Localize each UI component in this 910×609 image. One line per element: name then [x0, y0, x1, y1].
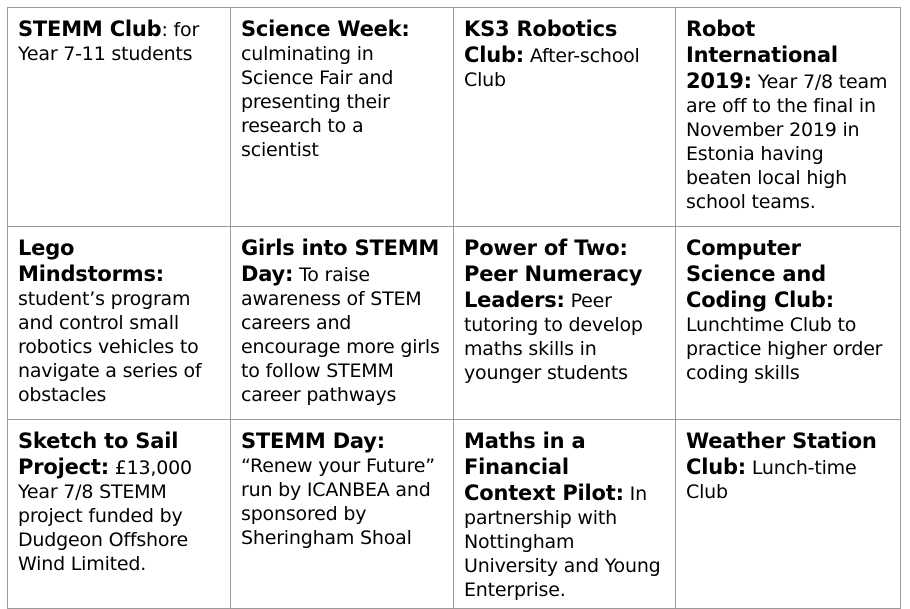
- activities-table: [7, 7, 901, 609]
- cell-body: Lunchtime Club to practice higher order coding skills: [686, 314, 883, 384]
- cell-heading: Lego Mindstorms:: [18, 236, 164, 286]
- cell-weather-station-club: [676, 420, 901, 609]
- cell-heading: Maths in a Financial Context Pilot:: [464, 429, 624, 505]
- cell-body: student’s program and control small robotics vehicles to navigate a series of obstacles: [18, 288, 202, 406]
- cell-heading: Computer Science and Coding Club:: [686, 236, 834, 312]
- cell-body: “Renew your Future” run by ICANBEA and sponsored by Sheringham Shoal: [241, 455, 435, 549]
- cell-power-of-two: [454, 227, 676, 420]
- table-row: [8, 8, 901, 227]
- cell-heading: KS3 Robotics Club:: [464, 17, 618, 67]
- cell-heading: Girls into STEMM Day:: [241, 236, 440, 286]
- cell-girls-into-stemm: [231, 227, 454, 420]
- cell-body: Year 7/8 team are off to the final in November 2019 in Estonia having beaten local high school teams.: [686, 71, 888, 213]
- cell-heading: Sketch to Sail Project:: [18, 429, 179, 479]
- cell-body: Peer tutoring to develop maths skills in younger students: [464, 290, 643, 384]
- cell-stemm-club: [8, 8, 231, 227]
- cell-heading: STEMM Day:: [241, 429, 385, 453]
- cell-computer-science-club: [676, 227, 901, 420]
- cell-body: Lunch-time Club: [686, 457, 857, 503]
- cell-science-week: [231, 8, 454, 227]
- cell-body: To raise awareness of STEM careers and encourage more girls to follow STEMM career pathways: [241, 264, 440, 406]
- cell-heading: STEMM Club: [18, 17, 162, 41]
- cell-body: : for Year 7-11 students: [18, 19, 200, 65]
- cell-lego-mindstorms: [8, 227, 231, 420]
- cell-heading: Robot International 2019:: [686, 17, 838, 93]
- cell-sketch-to-sail: [8, 420, 231, 609]
- cell-body: After-school Club: [464, 45, 640, 91]
- cell-heading: Power of Two: Peer Numeracy Leaders:: [464, 236, 643, 312]
- cell-body: In partnership with Nottingham University and Young Enterprise.: [464, 483, 661, 601]
- cell-robot-international: [676, 8, 901, 227]
- table-row: [8, 420, 901, 609]
- cell-maths-financial-context: [454, 420, 676, 609]
- cell-heading: Weather Station Club:: [686, 429, 877, 479]
- cell-stemm-day: [231, 420, 454, 609]
- cell-body: £13,000 Year 7/8 STEMM project funded by Dudgeon Offshore Wind Limited.: [18, 457, 192, 575]
- cell-heading: Science Week:: [241, 17, 410, 41]
- cell-ks3-robotics-club: [454, 8, 676, 227]
- cell-body: culminating in Science Fair and presenting their research to a scientist: [241, 43, 394, 161]
- table-row: [8, 227, 901, 420]
